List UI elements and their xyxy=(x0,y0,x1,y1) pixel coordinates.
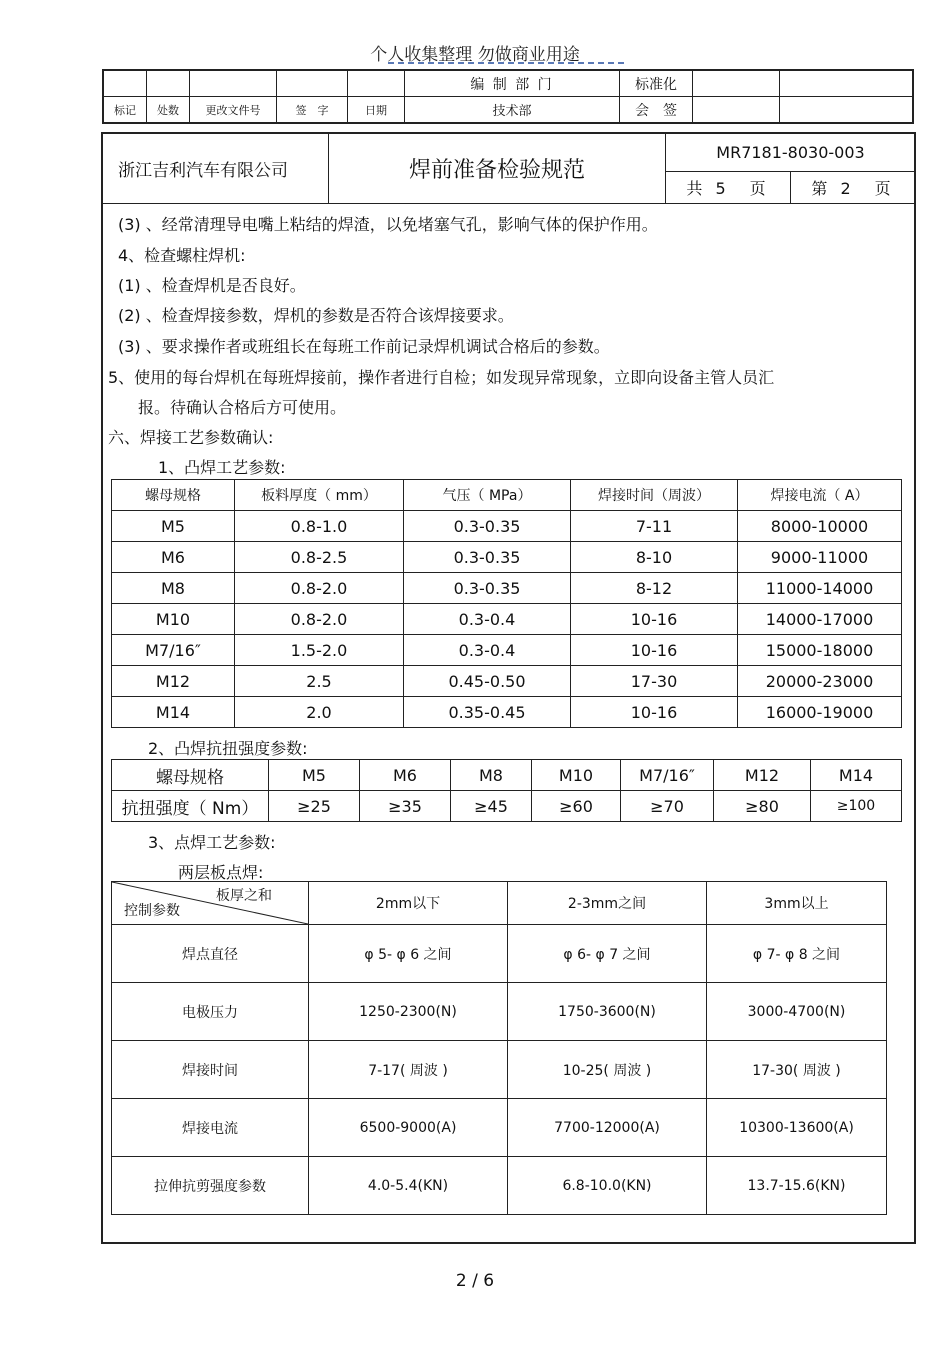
table-cell: 7-11 xyxy=(571,511,738,542)
table-cell: 0.3-0.35 xyxy=(404,573,571,604)
table-row xyxy=(112,666,902,697)
rev-label-mark: 标记 xyxy=(103,97,147,124)
watermark-underline xyxy=(388,62,624,64)
table-cell: ≥35 xyxy=(360,791,451,822)
corner-top-label: 板厚之和 xyxy=(216,888,272,904)
table-cell: 1.5-2.0 xyxy=(235,635,404,666)
rev-label-sign: 签 字 xyxy=(277,97,348,124)
rev-cell xyxy=(277,70,348,97)
table-header: 螺母规格 xyxy=(112,480,235,511)
table-row xyxy=(112,604,902,635)
table-cell: 6500-9000(A) xyxy=(309,1099,508,1157)
table-cell: 10-16 xyxy=(571,635,738,666)
table-cell: 20000-23000 xyxy=(738,666,902,697)
table-header: 焊接电流（ A） xyxy=(738,480,902,511)
rev-cell xyxy=(693,97,780,124)
table-cell: 0.8-2.0 xyxy=(235,573,404,604)
table-cell: M8 xyxy=(112,573,235,604)
table-row xyxy=(112,635,902,666)
table-cell: M10 xyxy=(112,604,235,635)
rev-cell xyxy=(780,97,914,124)
table-cell: 1250-2300(N) xyxy=(309,983,508,1041)
table-header: 2-3mm之间 xyxy=(508,882,707,925)
table-cell: 16000-19000 xyxy=(738,697,902,728)
company-name: 浙江吉利汽车有限公司 xyxy=(102,133,329,204)
sign-label: 会 签 xyxy=(620,97,693,124)
table-cell: M5 xyxy=(269,760,360,791)
table-cell: 电极压力 xyxy=(112,983,309,1041)
document-header xyxy=(101,132,916,204)
dept-label: 编 制 部 门 xyxy=(405,70,620,97)
table-cell: 13.7-15.6(KN) xyxy=(707,1157,887,1215)
body-line: (1) 、检查焊机是否良好。 xyxy=(118,276,306,295)
table-row xyxy=(112,1041,887,1099)
table-cell: M12 xyxy=(112,666,235,697)
rev-cell xyxy=(190,70,277,97)
rev-cell xyxy=(147,70,190,97)
table-cell: 0.3-0.4 xyxy=(404,635,571,666)
table-cell: 15000-18000 xyxy=(738,635,902,666)
rev-label-count: 处数 xyxy=(147,97,190,124)
spot-welding-table xyxy=(111,881,887,1215)
table-row xyxy=(112,925,887,983)
subsection-heading: 2、凸焊抗扭强度参数: xyxy=(148,739,308,758)
table-cell: 14000-17000 xyxy=(738,604,902,635)
table-cell: 焊接时间 xyxy=(112,1041,309,1099)
table-cell: 8-10 xyxy=(571,542,738,573)
subsection-subheading: 两层板点焊: xyxy=(178,863,264,882)
table-cell: 4.0-5.4(KN) xyxy=(309,1157,508,1215)
table-cell: 0.3-0.35 xyxy=(404,542,571,573)
table-cell: 7-17( 周波 ) xyxy=(309,1041,508,1099)
table-header: 2mm以下 xyxy=(309,882,508,925)
table-cell: ≥70 xyxy=(621,791,714,822)
table-row xyxy=(112,697,902,728)
table-cell: 8-12 xyxy=(571,573,738,604)
table-cell: φ 6- φ 7 之间 xyxy=(508,925,707,983)
table-cell: 17-30( 周波 ) xyxy=(707,1041,887,1099)
table-cell: 6.8-10.0(KN) xyxy=(508,1157,707,1215)
document-number: MR7181-8030-003 xyxy=(666,133,916,172)
table-cell: ≥80 xyxy=(714,791,811,822)
corner-bottom-label: 控制参数 xyxy=(124,903,180,919)
body-line: 5、使用的每台焊机在每班焊接前，操作者进行自检；如发现异常现象，立即向设备主管人员汇 xyxy=(108,368,775,387)
table-cell: 10-16 xyxy=(571,697,738,728)
table-header: 3mm以上 xyxy=(707,882,887,925)
table-cell: M14 xyxy=(811,760,902,791)
body-line: (2) 、检查焊接参数，焊机的参数是否符合该焊接要求。 xyxy=(118,306,514,325)
rev-cell xyxy=(103,70,147,97)
page-number: 2 / 6 xyxy=(455,1271,495,1291)
table-cell: M14 xyxy=(112,697,235,728)
current-page: 第 2 页 xyxy=(791,172,916,204)
std-label: 标准化 xyxy=(620,70,693,97)
table-cell: 10-16 xyxy=(571,604,738,635)
table-cell: M7/16″ xyxy=(112,635,235,666)
table-cell: M6 xyxy=(360,760,451,791)
table-header: 焊接时间（周波） xyxy=(571,480,738,511)
torque-strength-table xyxy=(111,759,902,822)
table-cell: 0.3-0.4 xyxy=(404,604,571,635)
total-pages: 共 5 页 xyxy=(666,172,791,204)
table-cell: 焊点直径 xyxy=(112,925,309,983)
table-cell: M12 xyxy=(714,760,811,791)
table-cell: 拉伸抗剪强度参数 xyxy=(112,1157,309,1215)
table-row xyxy=(112,791,902,822)
table-cell: M10 xyxy=(532,760,621,791)
table-cell: 抗扭强度（ Nm） xyxy=(112,791,269,822)
table-cell: 2.5 xyxy=(235,666,404,697)
table-header: 板料厚度（ mm） xyxy=(235,480,404,511)
dept-value: 技术部 xyxy=(405,97,620,124)
table-cell: 0.8-2.5 xyxy=(235,542,404,573)
subsection-heading: 1、凸焊工艺参数: xyxy=(158,458,286,477)
body-line: 报。待确认合格后方可使用。 xyxy=(138,398,347,417)
rev-label-docno: 更改文件号 xyxy=(190,97,277,124)
rev-cell xyxy=(780,70,914,97)
table-cell: 11000-14000 xyxy=(738,573,902,604)
table-row xyxy=(112,511,902,542)
table-cell: φ 5- φ 6 之间 xyxy=(309,925,508,983)
revision-table xyxy=(102,69,914,124)
table-cell: 1750-3600(N) xyxy=(508,983,707,1041)
table-cell: 8000-10000 xyxy=(738,511,902,542)
subsection-heading: 3、点焊工艺参数: xyxy=(148,833,276,852)
table-cell: 螺母规格 xyxy=(112,760,269,791)
table-cell: M8 xyxy=(451,760,532,791)
rev-cell xyxy=(693,70,780,97)
table-cell: ≥100 xyxy=(811,791,902,822)
table-row xyxy=(112,760,902,791)
table-cell: 10-25( 周波 ) xyxy=(508,1041,707,1099)
table-cell: 10300-13600(A) xyxy=(707,1099,887,1157)
table-cell: M7/16″ xyxy=(621,760,714,791)
table-row xyxy=(112,1099,887,1157)
document-title: 焊前准备检验规范 xyxy=(329,133,666,204)
body-line: 4、检查螺柱焊机: xyxy=(118,246,246,265)
body-line: (3) 、经常清理导电嘴上粘结的焊渣，以免堵塞气孔，影响气体的保护作用。 xyxy=(118,215,658,234)
rev-cell xyxy=(348,70,405,97)
watermark-text: 个人收集整理 勿做商业用途 xyxy=(370,45,580,65)
table-cell: 焊接电流 xyxy=(112,1099,309,1157)
table-cell: 7700-12000(A) xyxy=(508,1099,707,1157)
diagonal-header-cell xyxy=(112,882,309,925)
table-cell: ≥45 xyxy=(451,791,532,822)
rev-label-date: 日期 xyxy=(348,97,405,124)
table-row xyxy=(112,573,902,604)
table-cell: M6 xyxy=(112,542,235,573)
projection-welding-table xyxy=(111,479,902,728)
table-cell: 0.8-1.0 xyxy=(235,511,404,542)
table-row xyxy=(112,542,902,573)
section-heading: 六、焊接工艺参数确认: xyxy=(108,428,274,447)
table-cell: 17-30 xyxy=(571,666,738,697)
table-cell: M5 xyxy=(112,511,235,542)
table-cell: 0.3-0.35 xyxy=(404,511,571,542)
table-cell: 9000-11000 xyxy=(738,542,902,573)
table-cell: 0.35-0.45 xyxy=(404,697,571,728)
table-cell: 0.8-2.0 xyxy=(235,604,404,635)
table-cell: 2.0 xyxy=(235,697,404,728)
table-row xyxy=(112,983,887,1041)
table-cell: ≥60 xyxy=(532,791,621,822)
body-line: (3) 、要求操作者或班组长在每班工作前记录焊机调试合格后的参数。 xyxy=(118,337,610,356)
table-cell: ≥25 xyxy=(269,791,360,822)
table-cell: φ 7- φ 8 之间 xyxy=(707,925,887,983)
table-header: 气压（ MPa） xyxy=(404,480,571,511)
table-cell: 0.45-0.50 xyxy=(404,666,571,697)
table-cell: 3000-4700(N) xyxy=(707,983,887,1041)
table-row xyxy=(112,1157,887,1215)
